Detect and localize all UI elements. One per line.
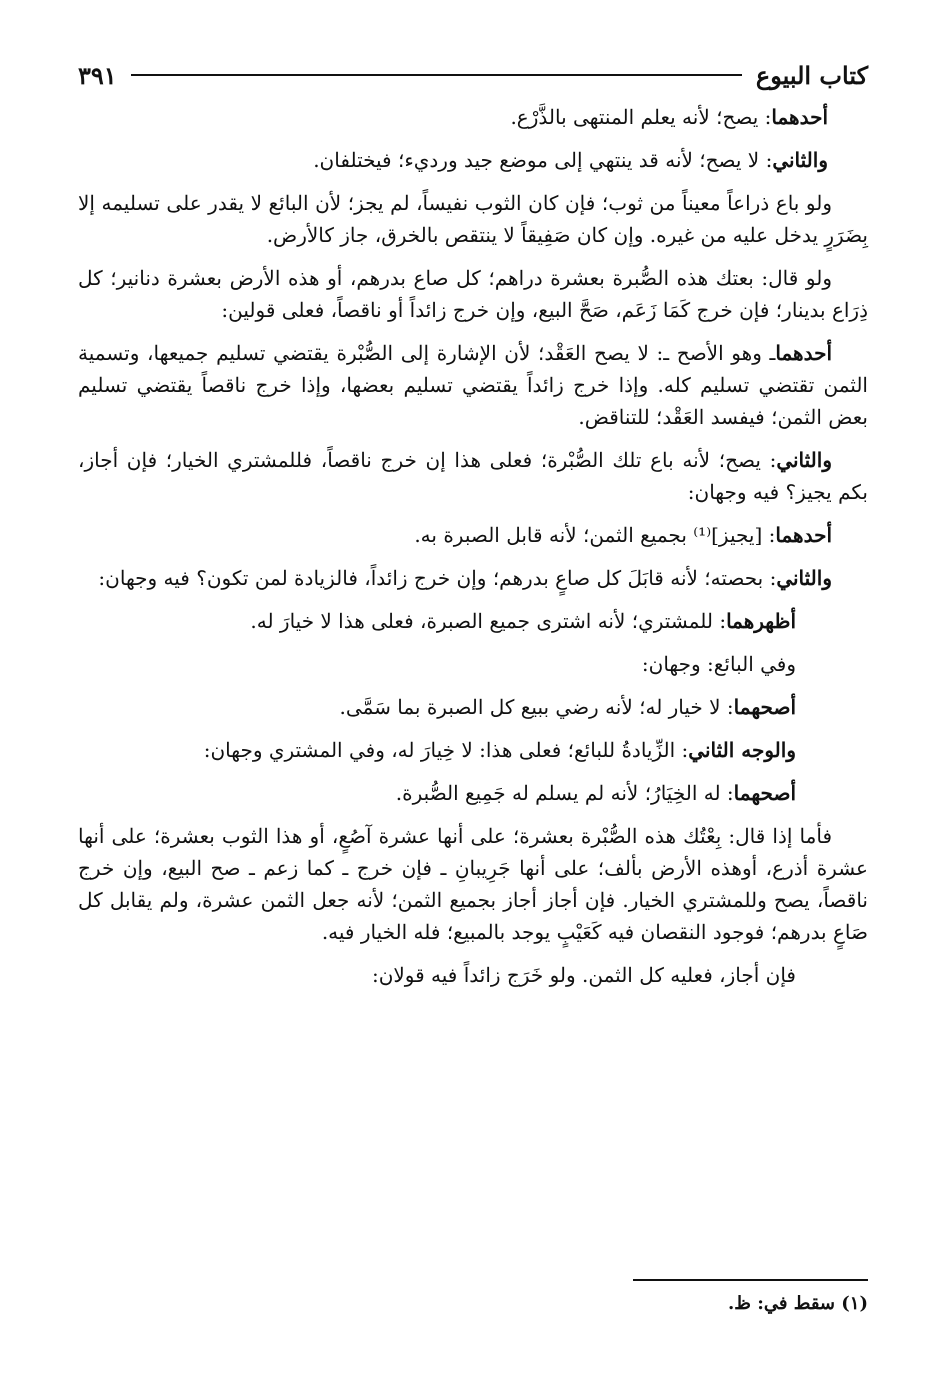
- paragraph-text: : لا يصح؛ لأنه قد ينتهي إلى موضع جيد ورديء؛ فيختلفان.: [313, 148, 773, 172]
- paragraph-text: فأما إذا قال: بِعْتُك هذه الصُّبْرة بعشرة؛ على أنها عشرة آصُعٍ، أو هذا الثوب بعشرة؛ على أنها عشرة أذرع، أوهذه الأرض بألف؛ على أنها جَرِيبانِ ـ فإن خرج ـ كما زعم ـ صح البيع، وإن خرج ناقصاً، يصح وللمشتري الخيار. فإن أجاز أجاز بجميع الثمن؛ لأنه جعل الثمن عشرة، ولم يقابل كل صَاعٍ بدرهم؛ فوجود النقصان فيه كَعَيْبٍ يوجد بالمبيع؛ فله الخيار فيه.: [78, 824, 868, 944]
- paragraph: [78, 691, 868, 723]
- paragraph-text: : الزِّيادةُ للبائع؛ فعلى هذا: لا خِيارَ له، وفي المشتري وجهان:: [203, 738, 689, 762]
- page-body: [78, 101, 868, 991]
- running-header: [78, 55, 868, 95]
- paragraph: [78, 777, 868, 809]
- paragraph: [78, 820, 868, 948]
- paragraph-text: : يصح؛ لأنه باع تلك الصُّبْرة؛ فعلى هذا إن خرج ناقصاً، فللمشتري الخيار؛ فإن أجاز، بكم يجيز؟ فيه وجهان:: [78, 448, 868, 504]
- paragraph-text: : للمشتري؛ لأنه اشترى جميع الصبرة، فعلى هذا لا خيارَ له.: [250, 609, 727, 633]
- paragraph-text: : يصح؛ لأنه يعلم المنتهى بالذَّرْع.: [510, 105, 772, 129]
- paragraph-text: : له الخِيَارُ؛ لأنه لم يسلم له جَمِيع الصُّبرة.: [395, 781, 734, 805]
- paragraph: [78, 444, 868, 508]
- paragraph-label: أصحهما: [733, 781, 796, 805]
- paragraph: [78, 959, 868, 991]
- paragraph: [78, 101, 868, 133]
- paragraph-label: والثاني: [772, 148, 828, 172]
- paragraph-text: : لا خيار له؛ لأنه رضي ببيع كل الصبرة بما سَمَّى.: [339, 695, 734, 719]
- paragraph: [78, 562, 868, 594]
- paragraph: [78, 262, 868, 326]
- paragraph-text: فإن أجاز، فعليه كل الثمن. ولو خَرَج زائداً فيه قولان:: [371, 963, 796, 987]
- paragraph-text: : بحصته؛ لأنه قابَلَ كل صاعٍ بدرهم؛ وإن خرج زائداً، فالزيادة لمن تكون؟ فيه وجهان:: [98, 566, 777, 590]
- paragraph-text: ولو قال: بعتك هذه الصُّبرة بعشرة دراهم؛ كل صاع بدرهم، أو هذه الأرض بعشرة دنانير؛ كل ذِرَاع بدينار؛ فإن خرج كَمَا زَعَم، صَحَّ البيع، وإن خرج زائداً أو ناقصاً، فعلى قولين:: [78, 266, 868, 322]
- paragraph: [78, 648, 868, 680]
- paragraph-text: وفي البائع: وجهان:: [641, 652, 796, 676]
- book-page: [78, 55, 868, 1314]
- paragraph: [78, 734, 868, 766]
- paragraph: [78, 337, 868, 433]
- paragraph-label: والثاني: [776, 566, 832, 590]
- header-rule: [131, 74, 742, 76]
- paragraph-label: أحدهما: [771, 105, 828, 129]
- paragraph-label: أظهرهما: [726, 609, 796, 633]
- paragraph-text: ولو باع ذراعاً معيناً من ثوب؛ فإن كان الثوب نفيساً، لم يجز؛ لأن البائع لا يقدر على تسليمه إلا بِضَرَرٍ يدخل عليه من غيره. وإن كان صَفِيقاً لا ينتقص بالخرق، جاز كالأرض.: [78, 191, 868, 247]
- footnote: (١) سقط في: ظ.: [728, 1293, 868, 1314]
- paragraph-label: أحدهما: [775, 341, 832, 365]
- page-number: ٣٩١: [78, 60, 117, 90]
- paragraph-text: : [يجيز]⁽¹⁾ بجميع الثمن؛ لأنه قابل الصبرة به.: [414, 523, 776, 547]
- paragraph: [78, 144, 868, 176]
- paragraph-text: ـ وهو الأصح ـ: لا يصح العَقْد؛ لأن الإشارة إلى الصُّبْرة يقتضي تسليم جميعها، وتسمية الثمن تقتضي تسليم كله. وإذا خرج زائداً يقتضي تسليم بعضها، وإذا خرج ناقصاً يقتضي تسليم بعض الثمن؛ فيفسد العَقْد؛ للتناقض.: [78, 341, 868, 429]
- paragraph: [78, 605, 868, 637]
- paragraph-label: أصحهما: [733, 695, 796, 719]
- paragraph-label: والوجه الثاني: [688, 738, 796, 762]
- footnote-rule: [633, 1279, 868, 1281]
- paragraph: [78, 519, 868, 551]
- paragraph-label: أحدهما: [775, 523, 832, 547]
- paragraph: [78, 187, 868, 251]
- book-title: كتاب البيوع: [755, 60, 868, 90]
- paragraph-label: والثاني: [776, 448, 832, 472]
